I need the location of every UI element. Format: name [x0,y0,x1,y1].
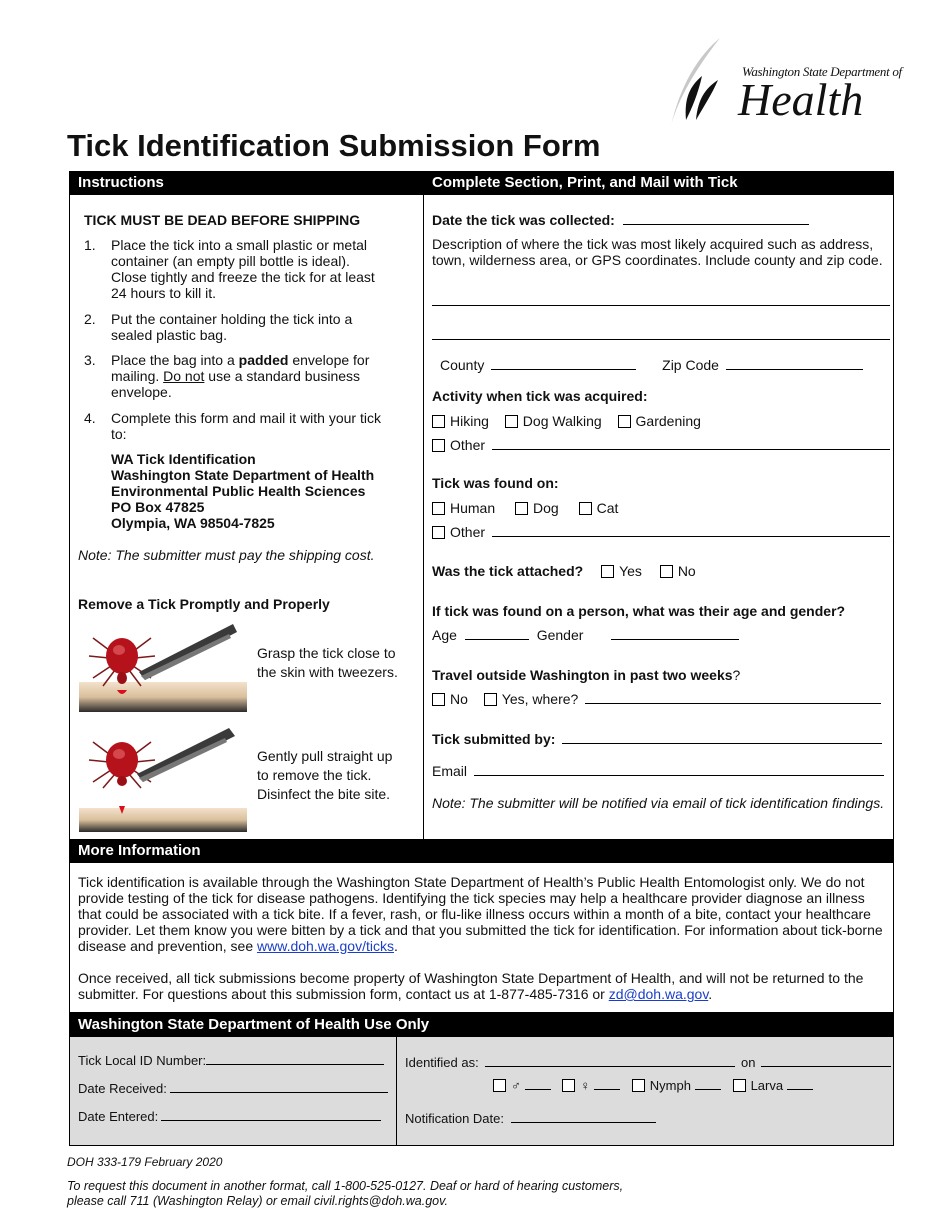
found-other-row [432,524,890,540]
dead-warning: TICK MUST BE DEAD BEFORE SHIPPING [84,212,361,228]
remove-step-2: Gently pull straight up to remove the tick. Disinfect the bite site. [257,748,393,802]
step-text [111,352,381,400]
date-received-row [78,1081,388,1096]
location-line-1[interactable] [432,305,890,306]
date-collected-label: Date the tick was collected: [432,212,615,228]
address-line: PO Box 47825 [111,499,205,515]
location-line-2[interactable] [432,339,890,340]
gardening-checkbox[interactable] [618,415,631,428]
cat-checkbox[interactable] [579,502,592,515]
female-checkbox[interactable] [562,1079,575,1092]
local-id-row [78,1053,384,1068]
travel-question-mark: ? [732,667,741,683]
larva-label: Larva [750,1078,784,1093]
email-link[interactable]: zd@doh.wa.gov [608,986,709,1002]
activity-other-row [432,437,890,453]
submitted-by-row [432,731,882,747]
step-3-pre: Place the bag into a [111,352,239,368]
office-use-header: Washington State Department of Health Use Only [69,1012,894,1037]
instructions-header: Instructions [69,171,423,195]
age-gender-row [432,627,739,643]
gender-label: Gender [536,627,584,643]
shipping-note: Note: The submitter must pay the shipping cost. [78,547,375,563]
found-other-field[interactable] [492,525,890,537]
dog-walking-label: Dog Walking [522,413,602,429]
zip-field[interactable] [726,358,863,370]
ticks-link[interactable]: www.doh.wa.gov/ticks [257,938,394,954]
more-info-header: More Information [69,839,894,863]
more-info-para-1 [78,874,886,954]
email-row [432,763,884,779]
activity-options [432,413,701,429]
travel-yes-label: Yes, where? [501,691,579,707]
date-entered-label: Date Entered: [78,1109,159,1124]
county-zip-row [440,357,863,373]
doc-code: DOH 333-179 February 2020 [67,1155,223,1169]
office-divider [396,1037,397,1145]
step-text: Put the container holding the tick into a sealed plastic bag. [111,311,353,343]
step-4 [84,410,414,442]
travel-where-field[interactable] [585,692,881,704]
email-field[interactable] [474,764,884,776]
step-1 [84,237,414,301]
address-line: Environmental Public Health Sciences [111,483,366,499]
zip-label: Zip Code [662,357,719,373]
travel-no-label: No [450,691,468,707]
step-number: 3. [84,352,96,368]
local-id-field[interactable] [206,1053,384,1065]
step-3-bold: padded [238,352,289,368]
female-count-field[interactable] [594,1078,620,1090]
activity-other-checkbox[interactable] [432,439,445,452]
activity-other-field[interactable] [492,438,890,450]
date-received-label: Date Received: [78,1081,167,1096]
person-heading: If tick was found on a person, what was their age and gender? [432,603,846,619]
feather-logo-icon [668,36,728,128]
gender-field[interactable] [611,628,739,640]
remove-step-1: Grasp the tick close to the skin with tweezers. [257,645,398,680]
on-label: on [740,1055,756,1070]
human-label: Human [450,500,496,516]
identified-on-field[interactable] [761,1055,891,1067]
step-2 [84,311,414,343]
step-text: Place the tick into a small plastic or metal container (an empty pill bottle is ideal). Close tightly and freeze the tick for at least 24 hours to kill it. [111,237,375,301]
tick-pull-illustration [79,726,247,832]
female-label: ♀ [580,1078,591,1093]
step-3-underline: Do not [163,368,205,384]
attached-yes-checkbox[interactable] [601,565,614,578]
travel-row [432,691,881,707]
activity-heading: Activity when tick was acquired: [432,388,648,404]
more-info-end-1: . [393,938,398,954]
male-label: ♂ [511,1078,521,1093]
step-3-post: use a standard business envelope. [111,368,361,400]
more-info-end-2: . [708,986,713,1002]
travel-heading-text: Travel outside Washington in past two weeks [432,667,733,683]
more-info-text-1: Tick identification is available through the Washington State Department of Health’s Public Health Entomologist only. We do not provide testing of the tick for disease pathogens. Identifying the tick species may help a healthcare provider diagnose an illness that could be associated with a tick bite. If a fever, rash, or flu-like illness occurs within a month of a bite, contact your healthcare provider. Let them know you were bitten by a tick and that you submitted the tick for identification. For information about tick-borne disease and prevention, see [78,874,883,954]
date-received-field[interactable] [170,1081,388,1093]
nymph-checkbox[interactable] [632,1079,645,1092]
hiking-label: Hiking [450,413,489,429]
local-id-label: Tick Local ID Number: [78,1053,207,1068]
more-info-para-2 [78,970,886,1002]
male-count-field[interactable] [525,1078,551,1090]
county-field[interactable] [491,358,636,370]
step-text: Complete this form and mail it with your tick to: [111,410,381,442]
submitted-by-label: Tick submitted by: [432,731,556,747]
gardening-label: Gardening [635,413,701,429]
male-checkbox[interactable] [493,1079,506,1092]
dog-checkbox[interactable] [515,502,528,515]
address-line: WA Tick Identification [111,451,256,467]
date-entered-field[interactable] [161,1109,381,1121]
email-label: Email [432,763,468,779]
notification-note: Note: The submitter will be notified via email of tick identification findings. [432,795,885,811]
step-3-mid: envelope for mailing. [111,352,370,384]
age-label: Age [432,627,457,643]
attached-label: Was the tick attached? [432,563,584,579]
larva-count-field[interactable] [787,1078,813,1090]
remove-heading: Remove a Tick Promptly and Properly [78,596,330,612]
address-line: Olympia, WA 98504-7825 [111,515,275,531]
dog-walking-checkbox[interactable] [505,415,518,428]
travel-heading [432,667,740,683]
notification-date-label: Notification Date: [405,1111,504,1126]
column-divider [423,195,424,839]
identified-label: Identified as: [405,1055,479,1070]
step-number: 4. [84,410,96,426]
nymph-label: Nymph [649,1078,691,1093]
age-field[interactable] [465,628,529,640]
date-entered-row [78,1109,381,1124]
found-other-checkbox[interactable] [432,526,445,539]
submitted-by-field[interactable] [562,732,882,744]
more-info-text-2: Once received, all tick submissions become property of Washington State Department of Health, and will not be returned to the submitter. For questions about this submission form, contact us at 1-877-485-7316 or [78,970,864,1002]
identified-field[interactable] [485,1055,735,1067]
found-on-options [432,500,618,516]
step-number: 1. [84,237,96,253]
attached-row [432,563,696,579]
hiking-checkbox[interactable] [432,415,445,428]
notification-date-field[interactable] [511,1111,656,1123]
attached-no-label: No [677,563,696,579]
attached-yes-label: Yes [619,563,642,579]
date-collected-field[interactable] [623,213,809,225]
page-title: Tick Identification Submission Form [67,128,601,163]
location-description: Description of where the tick was most likely acquired such as address, town, wilderness area, or GPS coordinates. Include county and zip code. [432,236,883,268]
found-on-heading: Tick was found on: [432,475,559,491]
form-section-header: Complete Section, Print, and Mail with Tick [423,171,894,195]
date-collected-row [432,212,809,228]
larva-checkbox[interactable] [733,1079,746,1092]
address-line: Washington State Department of Health [111,467,375,483]
step-3 [84,352,414,400]
tick-grasp-illustration [79,620,247,712]
travel-yes-checkbox[interactable] [484,693,497,706]
county-label: County [440,357,485,373]
logo-dept-text: Washington State Department of [742,64,902,79]
found-other-label: Other [450,524,486,540]
identified-row [405,1055,891,1070]
doh-logo [668,36,902,128]
accessibility-note: To request this document in another format, call 1-800-525-0127. Deaf or hard of hearing customers, please call 711 (Washington Relay) or email civil.rights@doh.wa.gov. [67,1179,624,1208]
dog-label: Dog [533,500,559,516]
nymph-count-field[interactable] [695,1078,721,1090]
step-number: 2. [84,311,96,327]
notification-date-row [405,1111,656,1126]
travel-no-checkbox[interactable] [432,693,445,706]
cat-label: Cat [596,500,619,516]
mailing-address [111,451,374,531]
logo-health-text: Health [738,74,864,125]
activity-other-label: Other [450,437,486,453]
stage-options [493,1078,813,1093]
human-checkbox[interactable] [432,502,445,515]
attached-no-checkbox[interactable] [660,565,673,578]
